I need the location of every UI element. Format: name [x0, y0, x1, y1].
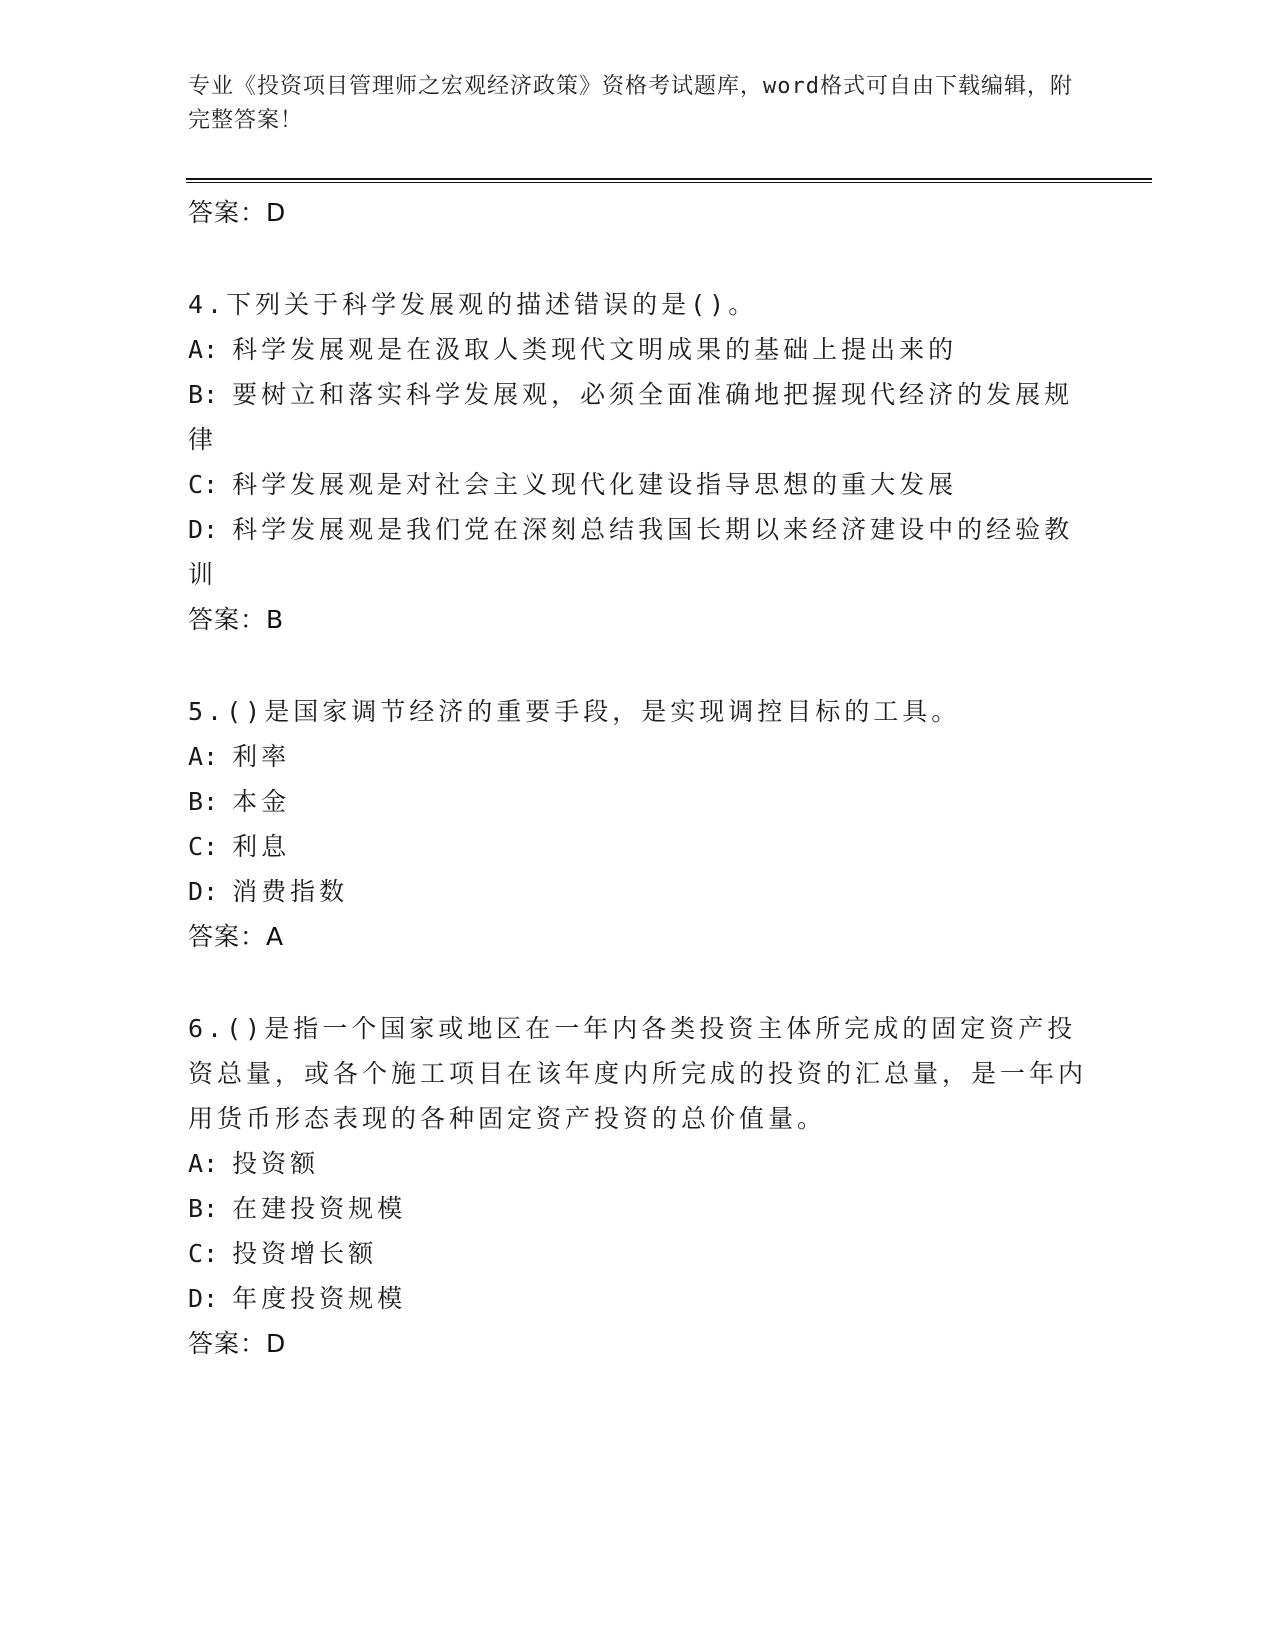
header-divider: [186, 178, 1152, 183]
option-letter: A:: [188, 742, 219, 771]
question-block: [188, 282, 1088, 643]
document-body: [188, 190, 1088, 1367]
option-text: 消费指数: [232, 877, 349, 906]
option-text: 投资增长额: [232, 1239, 378, 1268]
option-a: [188, 1141, 1088, 1186]
option-d: [188, 507, 1088, 597]
option-c: [188, 462, 1088, 507]
page-header: 专业《投资项目管理师之宏观经济政策》资格考试题库，word格式可自由下载编辑，附完整答案！: [188, 74, 1073, 133]
option-d: [188, 1276, 1088, 1321]
answer-line: 答案：B: [188, 605, 285, 634]
question-block: [188, 1006, 1088, 1367]
option-letter: D:: [188, 877, 219, 906]
option-text: 投资额: [232, 1149, 320, 1178]
question-stem: 5.()是国家调节经济的重要手段，是实现调控目标的工具。: [188, 697, 961, 726]
answer-line: 答案：A: [188, 922, 285, 951]
option-letter: A:: [188, 1149, 219, 1178]
option-letter: C:: [188, 1239, 219, 1268]
option-text: 在建投资规模: [232, 1194, 407, 1223]
option-text: 本金: [232, 787, 291, 816]
option-c: [188, 1231, 1088, 1276]
option-letter: B:: [188, 1194, 219, 1223]
option-letter: D:: [188, 1284, 219, 1313]
option-c: [188, 824, 1088, 869]
option-text: 科学发展观是在汲取人类现代文明成果的基础上提出来的: [232, 335, 958, 364]
option-b: [188, 779, 1088, 824]
question-block: [188, 689, 1088, 960]
option-letter: B:: [188, 380, 219, 409]
option-letter: C:: [188, 470, 219, 499]
option-a: [188, 734, 1088, 779]
option-a: [188, 327, 1088, 372]
option-letter: D:: [188, 515, 219, 544]
option-b: [188, 1186, 1088, 1231]
option-letter: A:: [188, 335, 219, 364]
option-letter: C:: [188, 832, 219, 861]
option-text: 利率: [232, 742, 291, 771]
option-letter: B:: [188, 787, 219, 816]
question-stem: 4.下列关于科学发展观的描述错误的是()。: [188, 290, 758, 319]
option-b: [188, 372, 1088, 462]
option-text: 科学发展观是我们党在深刻总结我国长期以来经济建设中的经验教训: [188, 515, 1074, 589]
option-text: 利息: [232, 832, 291, 861]
answer-line: 答案：D: [188, 1329, 287, 1358]
answer-line: 答案：D: [188, 198, 287, 227]
option-d: [188, 869, 1088, 914]
option-text: 科学发展观是对社会主义现代化建设指导思想的重大发展: [232, 470, 958, 499]
question-stem: 6.()是指一个国家或地区在一年内各类投资主体所完成的固定资产投资总量，或各个施工项目在该年度内所完成的投资的汇总量，是一年内用货币形态表现的各种固定资产投资的总价值量。: [188, 1014, 1088, 1133]
option-text: 年度投资规模: [232, 1284, 407, 1313]
option-text: 要树立和落实科学发展观，必须全面准确地把握现代经济的发展规律: [188, 380, 1074, 454]
